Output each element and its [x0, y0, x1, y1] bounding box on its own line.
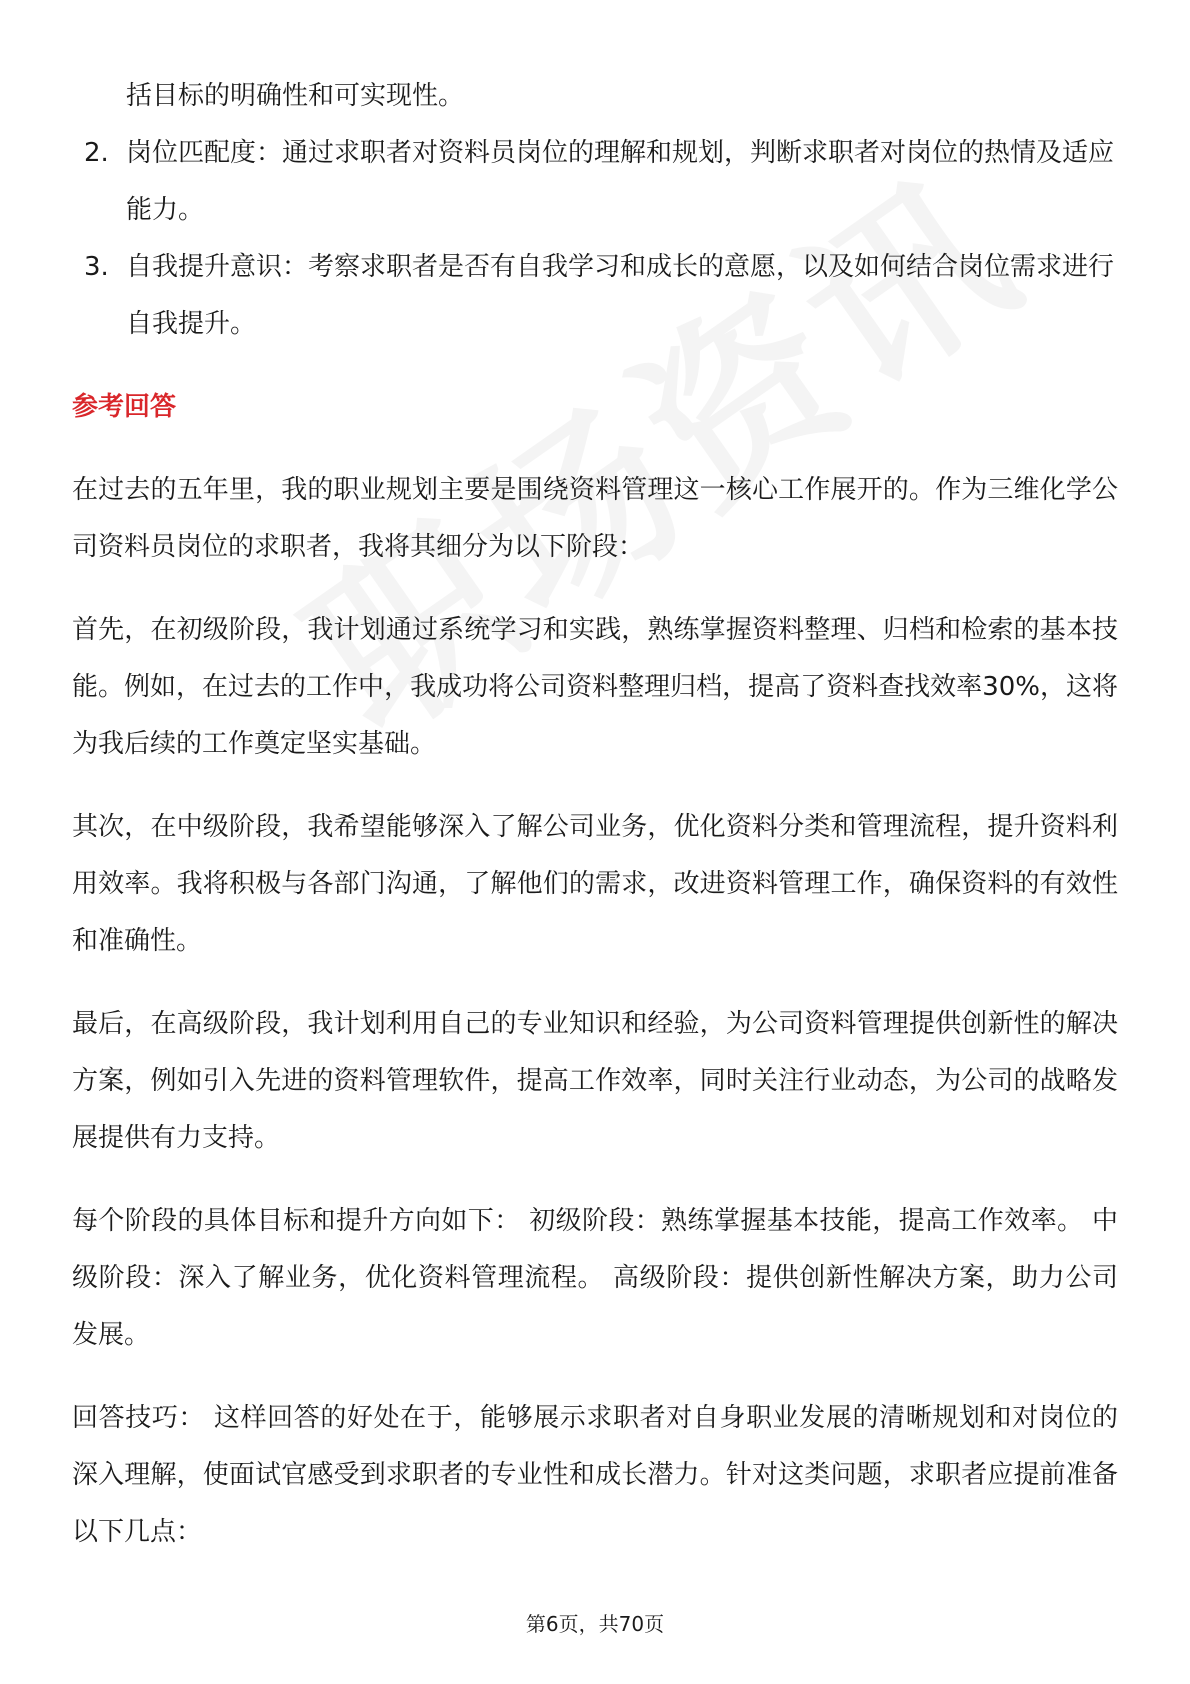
list-item-text: 自我提升意识：考察求职者是否有自我学习和成长的意愿，以及如何结合岗位需求进行自我提升。	[126, 252, 1115, 339]
page-number-footer: 第6页，共70页	[525, 1612, 665, 1636]
paragraph: 最后，在高级阶段，我计划利用自己的专业知识和经验，为公司资料管理提供创新性的解决方案，例如引入先进的资料管理软件，提高工作效率，同时关注行业动态，为公司的战略发展提供有力支持。	[72, 1009, 1118, 1153]
criteria-list	[72, 125, 1118, 353]
paragraph: 首先，在初级阶段，我计划通过系统学习和实践，熟练掌握资料整理、归档和检索的基本技能。例如，在过去的工作中，我成功将公司资料整理归档，提高了资料查找效率30%，这将为我后续的工作奠定坚实基础。	[72, 615, 1118, 759]
page-content	[72, 68, 1118, 1561]
section-heading: 参考回答	[72, 392, 177, 422]
list-item	[72, 125, 1118, 239]
list-item-text: 岗位匹配度：通过求职者对资料员岗位的理解和规划，判断求职者对岗位的热情及适应能力。	[126, 138, 1115, 225]
paragraph: 每个阶段的具体目标和提升方向如下： 初级阶段：熟练掌握基本技能，提高工作效率。 中级阶段：深入了解业务，优化资料管理流程。 高级阶段：提供创新性解决方案，助力公司发展。	[72, 1206, 1118, 1350]
list-item-number: 3.	[84, 252, 109, 282]
continued-list-text: 括目标的明确性和可实现性。	[126, 81, 465, 111]
list-item-number: 2.	[84, 138, 109, 168]
paragraph: 在过去的五年里，我的职业规划主要是围绕资料管理这一核心工作展开的。作为三维化学公司资料员岗位的求职者，我将其细分为以下阶段：	[72, 475, 1118, 562]
paragraph: 其次，在中级阶段，我希望能够深入了解公司业务，优化资料分类和管理流程，提升资料利用效率。我将积极与各部门沟通，了解他们的需求，改进资料管理工作，确保资料的有效性和准确性。	[72, 812, 1118, 956]
list-item	[72, 239, 1118, 353]
paragraph: 回答技巧： 这样回答的好处在于，能够展示求职者对自身职业发展的清晰规划和对岗位的深入理解，使面试官感受到求职者的专业性和成长潜力。针对这类问题，求职者应提前准备以下几点：	[72, 1403, 1118, 1547]
